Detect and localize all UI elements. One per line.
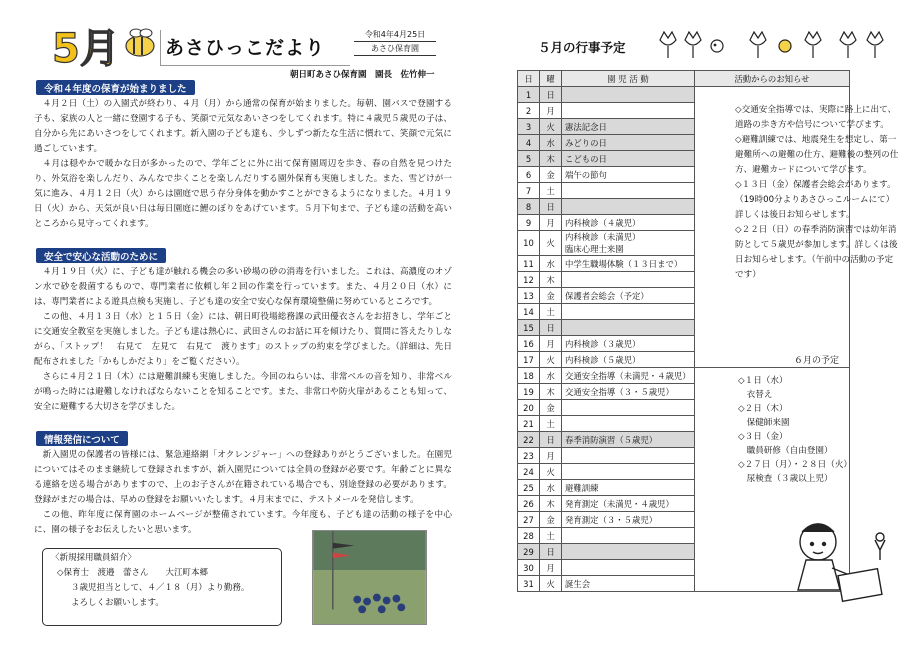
weekday-cell: 火 (540, 576, 562, 592)
weekday-cell: 日 (540, 544, 562, 560)
weekday-cell: 土 (540, 528, 562, 544)
date-box (354, 28, 436, 56)
weekday-cell: 火 (540, 464, 562, 480)
notice-panel (730, 87, 903, 340)
activity-cell (562, 304, 695, 320)
paragraph: ４月は穏やかで暖かな日が多かったので、学年ごとに外に出て保育園周辺を歩き、春の自然を見つけたり、外気浴を楽しんだり、みんなで歩くことを楽しんだりする園外保育も実施しました。また、雪どけが一気に進み、４月１２日（火）からは園庭で思う存分身体を動かすことができるようになりました。４月１９日（火）から、天気が良い日は毎日園庭に鯉のぼりをあげています。５月下旬まで、子ども達の活動を高いところから見守ってくれます。 (34, 159, 452, 229)
new-staff-line: よろしくお願いします。 (71, 598, 164, 608)
activity-cell: 交通安全指導（３・５歳児） (562, 384, 695, 400)
activity-cell (562, 199, 695, 215)
section-body-2 (34, 265, 452, 415)
activity-cell: 内科検診（３歳児） (562, 336, 695, 352)
paragraph: さらに４月２１日（木）には避難訓練も実施しました。今回のねらいは、非常ベルの音を知り、非常ベルが鳴った時には避難しなければならないことを知ることです。また、非常口や防火扉があることも知って、安全に避難する大切さを学びました。 (34, 372, 452, 412)
june-list (730, 369, 903, 491)
day-cell: 15 (518, 320, 540, 336)
weekday-cell: 日 (540, 87, 562, 103)
activity-cell (562, 560, 695, 576)
activity-cell: こどもの日 (562, 151, 695, 167)
june-item: ◇２７日（月）・２８日（火） (738, 460, 853, 470)
day-cell: 5 (518, 151, 540, 167)
weekday-cell: 水 (540, 135, 562, 151)
activity-cell (562, 320, 695, 336)
activity-cell: みどりの日 (562, 135, 695, 151)
weekday-cell: 月 (540, 215, 562, 231)
activity-cell (562, 103, 695, 119)
weekday-cell: 水 (540, 480, 562, 496)
day-cell: 6 (518, 167, 540, 183)
day-cell: 10 (518, 231, 540, 256)
day-cell: 30 (518, 560, 540, 576)
activity-cell (562, 528, 695, 544)
june-item: 職員研修（自由登園） (738, 446, 833, 456)
section-body-1 (34, 97, 452, 232)
new-staff-title: 〈新規採用職員紹介〉 (51, 553, 137, 563)
weekday-cell: 木 (540, 496, 562, 512)
new-staff-line: ◇保育士 渡邉 蕾さん 大江町本郷 (57, 568, 209, 578)
weekday-cell: 火 (540, 352, 562, 368)
weekday-cell: 水 (540, 256, 562, 272)
weekday-cell: 金 (540, 512, 562, 528)
day-cell: 21 (518, 416, 540, 432)
day-cell: 9 (518, 215, 540, 231)
activity-cell (562, 464, 695, 480)
paragraph: この他、４月１３日（水）と１５日（金）には、朝日町役場総務課の武田優衣さんをお招きし、学年ごとに交通安全教室を実施しました。子ども達は熱心に、武田さんのお話に耳を傾けたり、質問に答えたりしながら、「ストップ！ 右見て 左見て 右見て 渡ります」のストップの約束を学びました。（詳細は、先日配布されました「かもしかだより」をご覧ください）。 (34, 312, 452, 367)
weekday-cell: 月 (540, 560, 562, 576)
new-staff-box (42, 548, 282, 626)
activity-cell: 発育測定（未満児・４歳児） (562, 496, 695, 512)
author-line: 朝日町あさひ保育園 園長 佐竹伸一 (290, 70, 435, 80)
june-title: ６月の予定 (793, 356, 839, 366)
day-cell: 28 (518, 528, 540, 544)
activity-cell: 中学生職場体験（１３日まで） (562, 256, 695, 272)
section-heading-2: 安全で安心な活動のために (36, 248, 166, 263)
june-item: 保健師来園 (738, 418, 790, 428)
activity-cell: 保護者会総会（予定） (562, 288, 695, 304)
col-day: 日 (518, 71, 540, 87)
publisher: あさひ保育園 (354, 42, 436, 56)
june-item: ◇２日（木） (738, 404, 788, 414)
activity-cell (562, 272, 695, 288)
weekday-cell: 木 (540, 151, 562, 167)
weekday-cell: 日 (540, 320, 562, 336)
activity-cell: 端午の節句 (562, 167, 695, 183)
section-body-3 (34, 448, 452, 538)
newsletter-title: あさひっこだより (165, 37, 326, 59)
day-cell: 20 (518, 400, 540, 416)
day-cell: 4 (518, 135, 540, 151)
day-cell: 14 (518, 304, 540, 320)
weekday-cell: 木 (540, 384, 562, 400)
day-cell: 17 (518, 352, 540, 368)
schedule-title: ５月の行事予定 (538, 40, 626, 55)
weekday-cell: 水 (540, 368, 562, 384)
logo-text: 5月 (52, 26, 120, 68)
notice-item: ◇２２日（日）の春季消防演習では幼年消防として５歳児が参加します。詳しくは後日お知らせします。（午前中の活動の予定です） (735, 225, 898, 280)
day-cell: 12 (518, 272, 540, 288)
day-cell: 22 (518, 432, 540, 448)
newsletter-right-page (460, 0, 920, 649)
tulip-decoration-icon (655, 28, 900, 60)
weekday-cell: 土 (540, 304, 562, 320)
day-cell: 24 (518, 464, 540, 480)
paragraph: この他、昨年度に保育園のホームページが整備されています。今年度も、子ども達の活動の様子を中心に、園の様子をお伝えしたいと思います。 (34, 510, 452, 535)
child-drawing-icon (780, 510, 900, 610)
paragraph: ４月２日（土）の入園式が終わり、４月（月）から通常の保育が始まりました。毎朝、園バスで登園する子も、家族の人と一緒に登園する子も、笑顔で元気なあいさつをしてくれます。特に４歳児５歳児の子は、自分から先にあいさつをしてくれます。新入園の子ども達も、少しずつ新たな生活に慣れて、笑顔で元気に過ごしています。 (34, 99, 452, 154)
activity-cell (562, 183, 695, 199)
weekday-cell: 火 (540, 119, 562, 135)
day-cell: 2 (518, 103, 540, 119)
koinobori-photo (312, 530, 427, 625)
activity-cell (562, 87, 695, 103)
weekday-cell: 土 (540, 183, 562, 199)
day-cell: 8 (518, 199, 540, 215)
day-cell: 25 (518, 480, 540, 496)
weekday-cell: 月 (540, 336, 562, 352)
day-cell: 27 (518, 512, 540, 528)
paragraph: 新入園児の保護者の皆様には、緊急連絡網「オクレンジャー」への登録ありがとうございました。在園児についてはそのまま継続して登録されますが、新入園児については全員の登録が必要です。年齢ごとに異なる連絡を送る場合がありますので、上のお子さんが在籍されている場合でも、別途登録の必要があります。登録がまだの場合は、早めの登録をお願いいたします。４月末までに、テストメールを発信します。 (34, 450, 452, 505)
notice-item: ◇１３日（金）保護者会総会があります。（19時00分よりあさひっこルームにて）詳しくは後日お知らせします。 (735, 180, 896, 220)
section-heading-1: 令和４年度の保育が始まりました (36, 80, 195, 95)
weekday-cell: 日 (540, 199, 562, 215)
weekday-cell: 日 (540, 432, 562, 448)
section-heading-3: 情報発信について (36, 431, 128, 446)
col-activity: 園 児 活 動 (562, 71, 695, 87)
day-cell: 11 (518, 256, 540, 272)
activity-cell (562, 400, 695, 416)
day-cell: 7 (518, 183, 540, 199)
june-item: 衣替え (738, 390, 773, 400)
activity-cell: 憲法記念日 (562, 119, 695, 135)
weekday-cell: 木 (540, 272, 562, 288)
activity-cell: 春季消防演習（５歳児） (562, 432, 695, 448)
issue-date: 令和4年4月25日 (354, 28, 436, 42)
day-cell: 1 (518, 87, 540, 103)
day-cell: 26 (518, 496, 540, 512)
activity-cell: 誕生会 (562, 576, 695, 592)
june-item: ◇３日（金） (738, 432, 788, 442)
day-cell: 31 (518, 576, 540, 592)
col-notice: 活動からのお知らせ (695, 71, 850, 87)
weekday-cell: 月 (540, 103, 562, 119)
activity-cell: 避難訓練 (562, 480, 695, 496)
activity-cell: 内科検診（４歳児） (562, 215, 695, 231)
june-item: 尿検査（３歳以上児） (738, 474, 833, 484)
weekday-cell: 火 (540, 231, 562, 256)
day-cell: 3 (518, 119, 540, 135)
weekday-cell: 金 (540, 288, 562, 304)
june-item: ◇１日（水） (738, 376, 788, 386)
activity-cell: 交通安全指導（未満児・４歳児） (562, 368, 695, 384)
activity-cell: 内科検診（５歳児） (562, 352, 695, 368)
activity-cell (562, 544, 695, 560)
day-cell: 13 (518, 288, 540, 304)
notice-item: ◇避難訓練では、地震発生を想定し、第一避難所への避難の仕方、避難後の整列の仕方、避難カードについて学びます。 (735, 135, 899, 175)
activity-cell (562, 448, 695, 464)
day-cell: 19 (518, 384, 540, 400)
paragraph: ４月１９日（火）に、子ども達が触れる機会の多い砂場の砂の消毒を行いました。これは、高濃度のオゾン水で砂を殺菌するもので、専門業者に依頼し年２回の作業を行っています。また、４月２０日（水）には、専門業者による遊具点検も実施し、子ども達の安全で安心な保育環境整備に努めているところです。 (34, 267, 452, 307)
weekday-cell: 金 (540, 167, 562, 183)
notice-item: ◇交通安全指導では、実際に路上に出て、道路の歩き方や信号について学びます。 (735, 105, 897, 130)
weekday-cell: 土 (540, 416, 562, 432)
new-staff-line: ３歳児担当として、４／１８（月）より勤務。 (71, 583, 250, 593)
day-cell: 18 (518, 368, 540, 384)
activity-cell (562, 416, 695, 432)
activity-cell: 発育測定（３・５歳児） (562, 512, 695, 528)
day-cell: 23 (518, 448, 540, 464)
day-cell: 16 (518, 336, 540, 352)
day-cell: 29 (518, 544, 540, 560)
activity-cell: 内科検診（未満児） 臨床心理士来園 (562, 231, 695, 256)
weekday-cell: 月 (540, 448, 562, 464)
bee-logo-icon (50, 22, 160, 68)
col-weekday: 曜 (540, 71, 562, 87)
weekday-cell: 金 (540, 400, 562, 416)
